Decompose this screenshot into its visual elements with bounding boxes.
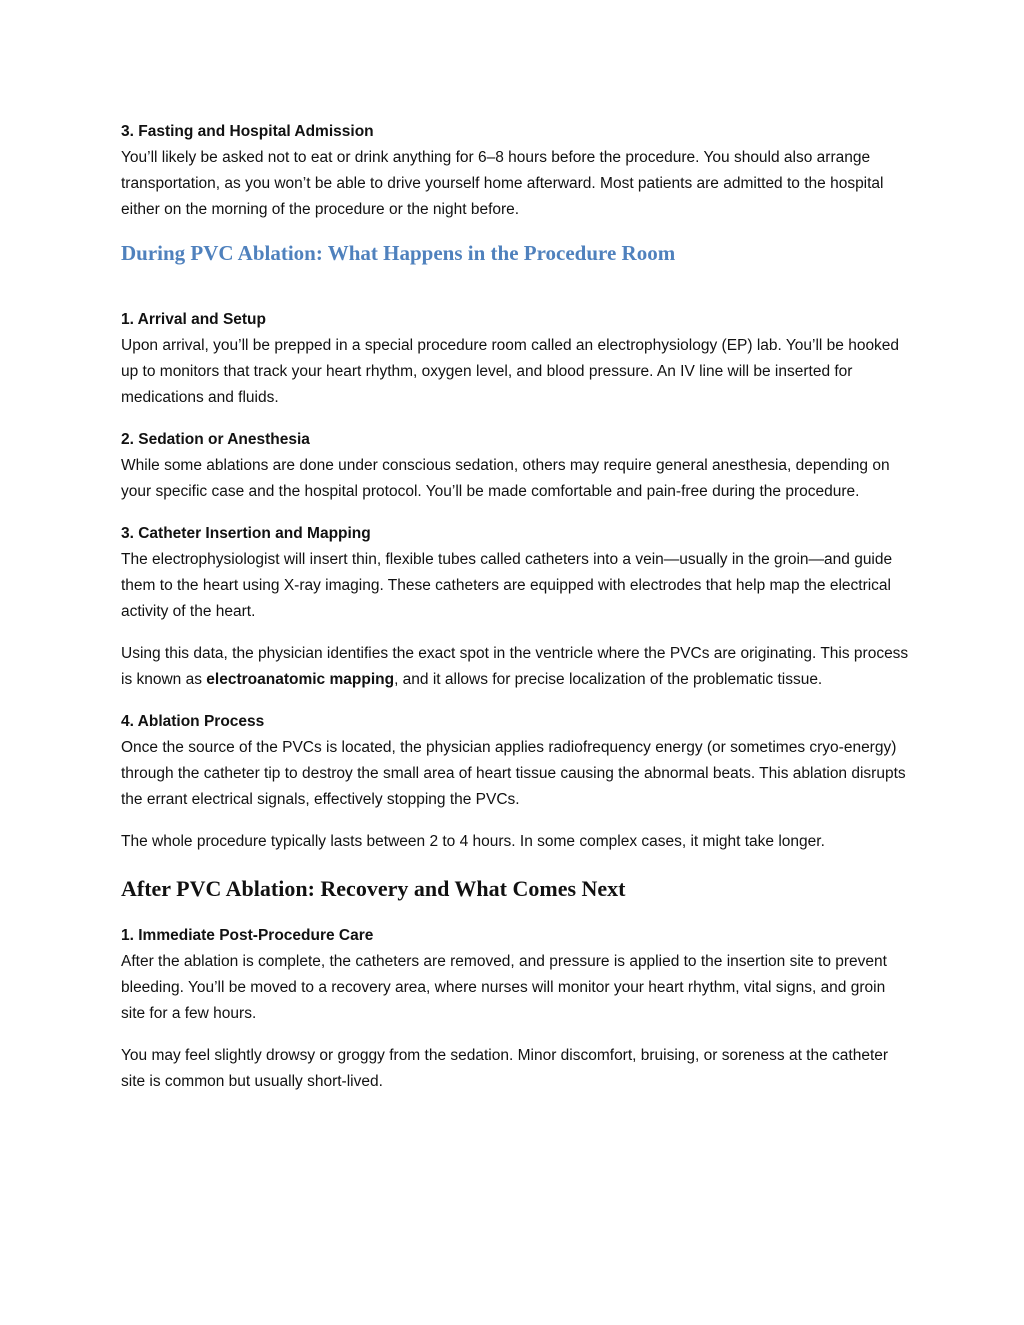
during-title: During PVC Ablation: What Happens in the Procedure Room (121, 241, 676, 265)
arrival-text: Upon arrival, you’ll be prepped in a special procedure room called an electrophysiology (EP) lab. You’ll be hooked up to monitors that track your heart rhythm, oxygen level, and blood pressure. An IV line will be inserted for medications and fluids. (121, 337, 900, 406)
section-fasting (121, 119, 911, 223)
post-care-heading: 1. Immediate Post-Procedure Care (121, 927, 374, 944)
catheter-text: The electrophysiologist will insert thin, flexible tubes called catheters into a vein—usually in the groin—and guide them to the heart using X-ray imaging. These catheters are equipped with electrodes that help map the electrical activity of the heart. (121, 551, 893, 620)
section-ablation (121, 709, 911, 813)
fasting-heading: 3. Fasting and Hospital Admission (121, 123, 374, 140)
feel-text: You may feel slightly drowsy or groggy from the sedation. Minor discomfort, bruising, or soreness at the catheter site is common but usually short-lived. (121, 1047, 889, 1090)
catheter-heading: 3. Catheter Insertion and Mapping (121, 525, 371, 542)
mapping-text (121, 641, 911, 693)
ablation-heading: 4. Ablation Process (121, 713, 265, 730)
post-care-text: After the ablation is complete, the catheters are removed, and pressure is applied to the insertion site to prevent bleeding. You’ll be moved to a recovery area, where nurses will monitor your heart rhythm, vital signs, and groin site for a few hours. (121, 953, 887, 1022)
mapping-bold-term: electroanatomic mapping (206, 671, 395, 688)
ablation-text: Once the source of the PVCs is located, the physician applies radiofrequency energy (or sometimes cryo-energy) through the catheter tip to destroy the small area of heart tissue causing the abnormal beats. This ablation disrupts the errant electrical signals, effectively stopping the PVCs. (121, 739, 906, 808)
fasting-text: You’ll likely be asked not to eat or drink anything for 6–8 hours before the procedure. You should also arrange transportation, as you won’t be able to drive yourself home afterward. Most patients are admitted to the hospital either on the morning of the procedure or the night before. (121, 149, 884, 218)
section-post-care (121, 923, 911, 1027)
sedation-heading: 2. Sedation or Anesthesia (121, 431, 310, 448)
mapping-text-after: , and it allows for precise localization of the problematic tissue. (394, 671, 823, 688)
section-arrival (121, 307, 911, 411)
section-sedation (121, 427, 911, 505)
sedation-text: While some ablations are done under conscious sedation, others may require general anesthesia, depending on your specific case and the hospital protocol. You’ll be made comfortable and pain-free during the procedure. (121, 457, 890, 500)
arrival-heading: 1. Arrival and Setup (121, 311, 266, 328)
section-feel (121, 1043, 911, 1095)
section-mapping (121, 641, 911, 693)
duration-text: The whole procedure typically lasts between 2 to 4 hours. In some complex cases, it might take longer. (121, 833, 825, 850)
section-duration (121, 829, 911, 855)
document-page (121, 119, 911, 1111)
after-title: After PVC Ablation: Recovery and What Comes Next (121, 876, 626, 901)
section-catheter (121, 521, 911, 625)
mapping-text-before: Using this data, the physician identifies the exact spot in the ventricle where the PVCs are originating. This process is known as (121, 645, 909, 688)
